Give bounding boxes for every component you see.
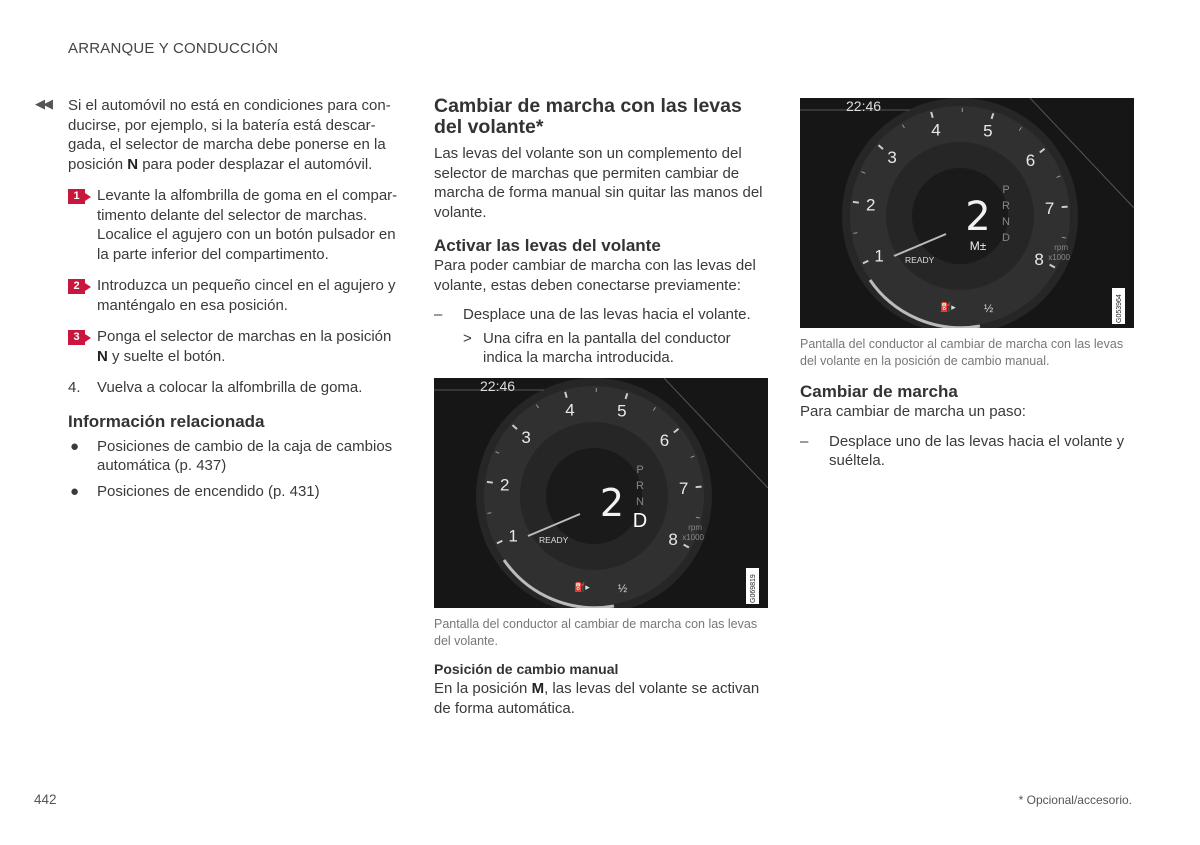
clock-time: 22:46 (480, 377, 516, 394)
current-gear: 2 (965, 194, 991, 240)
rpm-tick-label: 3 (521, 427, 531, 447)
step-text: Ponga el selector de marchas en la posición N y suelte el botón. (97, 328, 392, 365)
step-1 (68, 186, 400, 264)
section-title: ARRANQUE Y CONDUCCIÓN (68, 40, 279, 57)
ready-label: READY (905, 255, 935, 265)
manual-text: En la posición M, las levas del volante se activan de forma automática. (434, 680, 760, 717)
rpm-tick-label: 3 (887, 147, 897, 167)
rpm-label: rpm (688, 522, 702, 532)
intro-paragraph: Las levas del volante son un complemento del selector de marchas que permiten cambiar de marcha de forma manual sin quitar las manos del volante. (434, 145, 763, 221)
step-badge-1: 1 (68, 189, 85, 204)
gear-selector-r: R (1002, 200, 1010, 212)
intro-paragraph: Si el automóvil no está en condiciones para con-ducirse, por ejemplo, si la batería está descar-gada, el selector de marcha debe ponerse en la posición N para poder desplazar el automóvil. (68, 97, 391, 173)
change-text: Para cambiar de marcha un paso: (800, 403, 1026, 420)
rpm-tick-label: 4 (565, 399, 575, 419)
step-badge-2: 2 (68, 279, 85, 294)
rpm-minor-tick (853, 233, 857, 234)
rpm-minor-tick (487, 512, 491, 513)
clock-time: 22:46 (846, 98, 882, 114)
rpm-tick-label: 7 (678, 478, 689, 498)
instruction-result: > Una cifra en la pantalla del conductor indica la marcha introducida. (463, 329, 731, 366)
rpm-tick-label: 5 (983, 121, 993, 141)
result-marker: > (463, 329, 472, 347)
bullet-icon: ● (70, 482, 80, 500)
gear-selector-d: D (632, 509, 648, 532)
column-left (68, 96, 400, 501)
current-gear: 2 (599, 480, 625, 525)
rpm-tick (853, 202, 859, 203)
gear-selector-n: N (636, 495, 644, 508)
step-text: Vuelva a colocar la alfombrilla de goma. (97, 379, 363, 396)
change-heading: Cambiar de marcha (800, 382, 958, 401)
related-heading: Información relacionada (68, 411, 265, 431)
fuel-half-label: ½ (618, 582, 628, 595)
step-4 (68, 378, 400, 398)
rpm-multiplier: x1000 (1048, 253, 1070, 262)
bullet-icon: ● (70, 437, 80, 455)
rpm-tick (1062, 207, 1068, 208)
ready-label: READY (539, 534, 569, 545)
step-badge-3: 3 (68, 330, 85, 345)
fuel-icon: ⛽▸ (940, 302, 956, 312)
rpm-tick-label: 1 (874, 246, 884, 266)
manual-heading: Posición de cambio manual (434, 660, 619, 677)
rpm-tick-label: 8 (1034, 249, 1044, 269)
dash-marker: – (434, 306, 443, 323)
step-2 (68, 276, 400, 315)
gear-selector-d: D (1002, 232, 1010, 244)
gear-window (912, 168, 1008, 264)
rpm-tick-label: 6 (659, 430, 670, 450)
activate-heading: Activar las levas del volante (434, 236, 661, 255)
image-code: G069819 (750, 573, 757, 603)
instruction-step: – Desplace una de las levas hacia el volante. (434, 306, 751, 323)
rpm-multiplier: x1000 (682, 532, 704, 542)
step-text: Levante la alfombrilla de goma en el compar-timento delante del selector de marchas. Localice el agujero con un botón pulsador en la parte inferior del compartimento. (97, 187, 398, 263)
rpm-tick-label: 7 (1044, 199, 1055, 219)
column-middle (434, 96, 768, 718)
dash-marker: – (800, 432, 809, 450)
related-item[interactable]: ● Posiciones de encendido (p. 431) (70, 482, 320, 500)
image-caption: Pantalla del conductor al cambiar de marcha con las levas del volante en la posición de cambio manual. (800, 337, 1124, 368)
fuel-icon: ⛽▸ (574, 581, 590, 592)
related-item[interactable]: ● Posiciones de cambio de la caja de cambios automática (p. 437) (70, 437, 393, 474)
gear-selector-p: P (636, 463, 644, 476)
step-3 (68, 327, 400, 366)
gear-selector-n: N (1002, 216, 1010, 228)
instruction-step: – Desplace uno de las levas hacia el volante y suéltela. (800, 432, 1125, 469)
gear-window (546, 448, 642, 544)
image-caption: Pantalla del conductor al cambiar de marcha con las levas del volante. (434, 616, 758, 648)
activate-text: Para poder cambiar de marcha con las levas del volante, estas deben conectarse previamente: (434, 257, 756, 294)
rpm-tick-label: 4 (931, 120, 941, 140)
footnote: * Opcional/accesorio. (1018, 793, 1132, 807)
section-heading: Cambiar de marcha con las levas del volante* (434, 95, 742, 138)
rpm-tick (487, 481, 493, 482)
cluster-graphic (800, 98, 1134, 328)
rpm-label: rpm (1054, 243, 1068, 252)
rpm-tick (696, 486, 702, 487)
step-number: 4. (68, 379, 81, 396)
column-right (800, 98, 1134, 471)
page-number: 442 (34, 792, 57, 807)
fuel-half-label: ½ (984, 303, 994, 315)
image-code: G053964 (1116, 294, 1123, 323)
rpm-tick-label: 6 (1025, 150, 1036, 170)
manual-mode-indicator: M± (969, 239, 987, 253)
rpm-tick-label: 5 (617, 400, 627, 420)
driver-display-image (434, 378, 768, 608)
gear-selector-r: R (636, 479, 644, 492)
continued-icon: ◀◀ (35, 96, 51, 111)
rpm-tick-label: 2 (866, 195, 876, 215)
rpm-tick-label: 1 (508, 525, 518, 545)
step-text: Introduzca un pequeño cincel en el agujero y manténgalo en esa posición. (97, 277, 396, 314)
cluster-graphic (434, 378, 768, 608)
rpm-tick-label: 2 (500, 474, 510, 494)
gear-selector-p: P (1002, 184, 1010, 196)
rpm-tick-label: 8 (668, 529, 678, 549)
driver-display-image-manual (800, 98, 1134, 328)
